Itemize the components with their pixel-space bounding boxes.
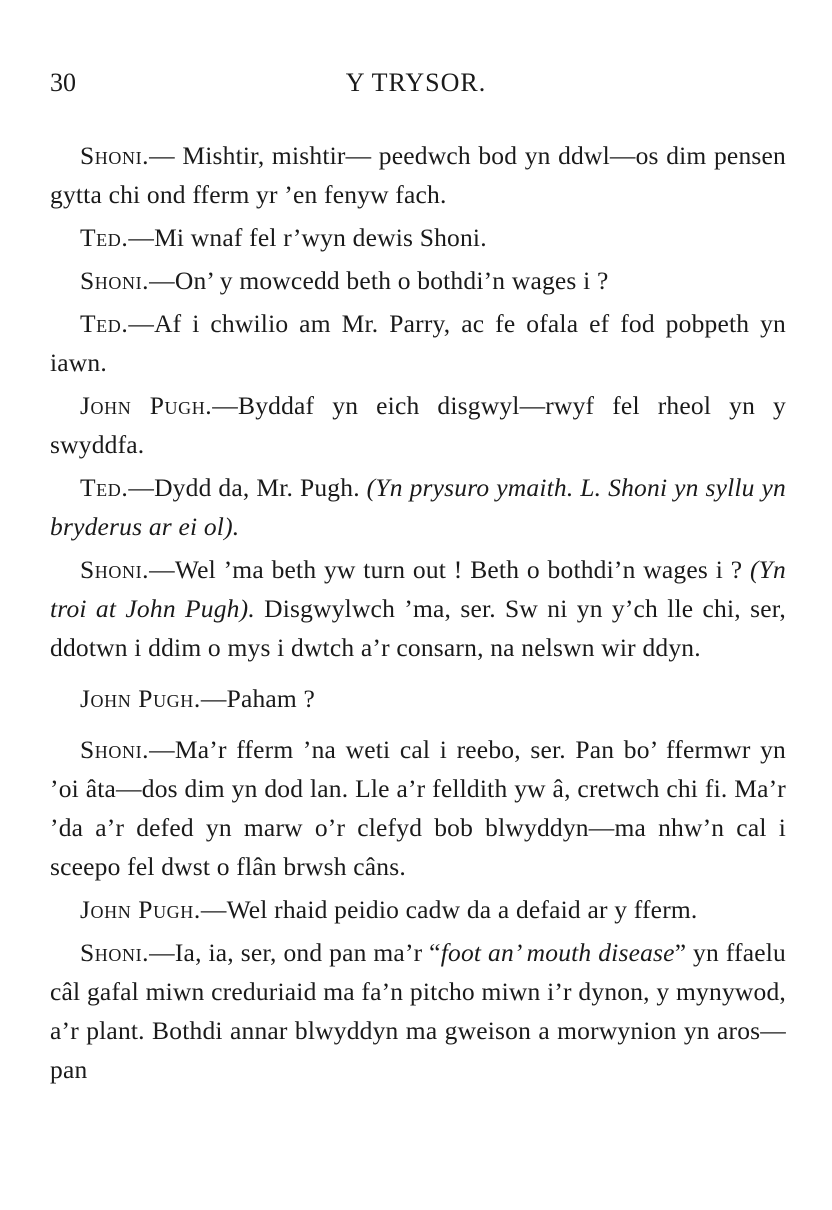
- dialogue-paragraph: [50, 890, 786, 929]
- stage-direction: foot an’ mouth disease: [440, 938, 675, 967]
- dialogue-paragraph: [50, 730, 786, 886]
- dialogue-paragraph: [50, 261, 786, 300]
- dash: —: [200, 684, 227, 713]
- dialogue-text: On’ y mowcedd beth o bothdi’n wages i ?: [174, 266, 609, 295]
- speaker-name: Shoni.: [80, 141, 150, 170]
- dialogue-paragraph: [50, 550, 786, 667]
- speaker-name: Shoni.: [80, 938, 150, 967]
- speaker-name: Shoni.: [80, 555, 150, 584]
- dash: —: [149, 141, 183, 170]
- speaker-name: John Pugh.: [80, 684, 201, 713]
- speaker-name: John Pugh.: [80, 391, 213, 420]
- stage-direction: (Yn troi at John Pugh).: [50, 555, 786, 623]
- dash: —: [149, 735, 175, 764]
- dialogue-paragraph: [50, 304, 786, 382]
- stage-direction: (Yn prysuro ymaith. L. Shoni yn syllu yn bryderus ar ei ol).: [50, 473, 786, 541]
- dialogue-paragraph: [50, 933, 786, 1089]
- dialogue-text: Wel ’ma beth yw turn out ! Beth o bothdi’n wages i ?: [174, 555, 750, 584]
- speaker-name: Ted.: [80, 223, 129, 252]
- dialogue-paragraph: [50, 386, 786, 464]
- speaker-name: John Pugh.: [80, 895, 201, 924]
- page-number: 30: [50, 68, 76, 97]
- dash: —: [149, 555, 175, 584]
- dash: —: [149, 266, 175, 295]
- speaker-name: Ted.: [80, 473, 129, 502]
- dash: —: [149, 938, 175, 967]
- dash: —: [212, 391, 238, 420]
- dialogue-paragraph: [50, 136, 786, 214]
- running-title: Y TRYSOR.: [345, 68, 487, 97]
- page-body: [50, 136, 786, 1093]
- dialogue-paragraph: [50, 679, 786, 718]
- dialogue-paragraph: [50, 468, 786, 546]
- dialogue-text: Af i chwilio am Mr. Parry, ac fe ofala ef fod pobpeth yn iawn.: [50, 309, 786, 377]
- dialogue-text-continued: ” yn ffaelu câl gafal miwn creduriaid ma fa’n pitcho miwn i’r dynon, y mynywod, a’r plant. Bothdi annar blwyddyn ma gweison a morwynion yn aros—pan: [50, 938, 786, 1084]
- dialogue-text: Mi wnaf fel r’wyn dewis Shoni.: [154, 223, 487, 252]
- dash: —: [200, 895, 227, 924]
- speaker-name: Shoni.: [80, 266, 150, 295]
- speaker-name: Shoni.: [80, 735, 150, 764]
- dialogue-text: Dydd da, Mr. Pugh.: [154, 473, 367, 502]
- dialogue-text: Wel rhaid peidio cadw da a defaid ar y fferm.: [226, 895, 698, 924]
- dialogue-text: Paham ?: [226, 684, 316, 713]
- dialogue-text-continued: Disgwylwch ’ma, ser. Sw ni yn y’ch lle chi, ser, ddotwn i ddim o mys i dwtch a’r consarn, na nelswn wir ddyn.: [50, 594, 786, 662]
- speaker-name: Ted.: [80, 309, 129, 338]
- dialogue-text: Mishtir, mishtir— peedwch bod yn ddwl—os dim pensen gytta chi ond fferm yr ’en fenyw fach.: [50, 141, 786, 209]
- dash: —: [128, 223, 155, 252]
- dialogue-paragraph: [50, 218, 786, 257]
- page-header: [0, 68, 832, 108]
- dialogue-text: Ma’r fferm ’na weti cal i reebo, ser. Pan bo’ ffermwr yn ’oi âta—dos dim yn dod lan. Lle a’r felldith yw â, cretwch chi fi. Ma’r ’da a’r defed yn marw o’r clefyd bob blwyddyn—ma nhw’n cal i sceepo fel dwst o flân brwsh câns.: [50, 735, 786, 881]
- dialogue-text: Byddaf yn eich disgwyl—rwyf fel rheol yn y swyddfa.: [50, 391, 786, 459]
- dash: —: [128, 309, 155, 338]
- dialogue-text: Ia, ia, ser, ond pan ma’r “: [174, 938, 441, 967]
- dash: —: [128, 473, 155, 502]
